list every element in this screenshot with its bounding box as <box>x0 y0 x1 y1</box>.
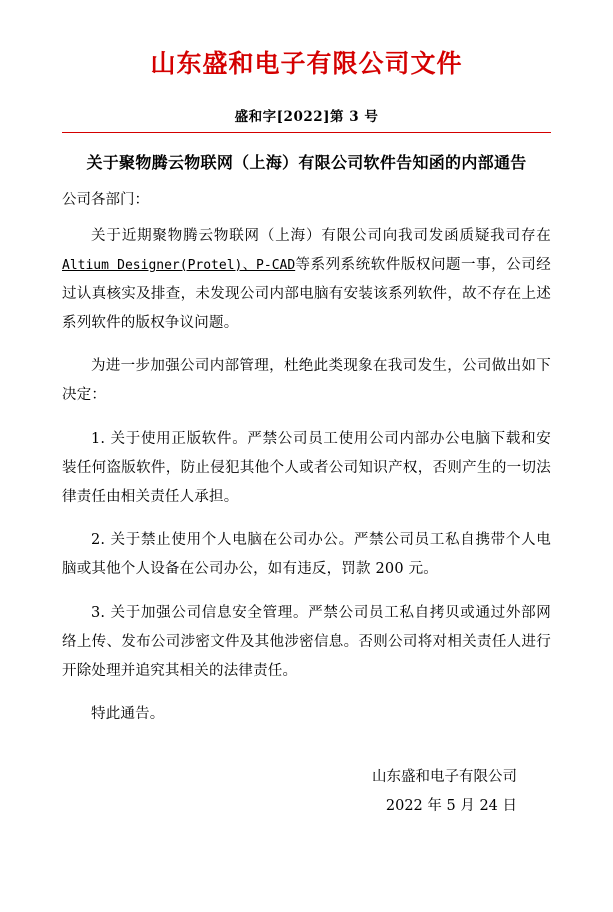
document-title: 山东盛和电子有限公司文件 <box>150 49 463 78</box>
paragraph-closing: 特此通告。 <box>91 706 165 723</box>
red-divider-rule <box>62 132 551 133</box>
paragraph-intro <box>62 222 551 338</box>
paragraph-item-1: 1. 关于使用正版软件。严禁公司员工使用公司内部办公电脑下载和安装任何盗版软件，防止侵犯其他个人或者公司知识产权，否则产生的一切法律责任由相关责任人承担。 <box>62 430 551 505</box>
signature-company: 山东盛和电子有限公司 <box>372 769 517 786</box>
document-page <box>0 48 613 912</box>
document-number: 盛和字[2022]第 3 号 <box>234 108 379 125</box>
paragraph-intro-part1: 关于近期聚物腾云物联网（上海）有限公司向我司发函质疑我司存在 <box>91 227 551 244</box>
document-addressee: 公司各部门： <box>62 191 149 208</box>
paragraph-item-2: 2. 关于禁止使用个人电脑在公司办公。严禁公司员工私自携带个人电脑或其他个人设备在公司办公，如有违反，罚款 200 元。 <box>62 532 551 578</box>
paragraph-intro-part2: 等系列系统软件版权问题一事，公司经过认真核实及排查，未发现公司内部电脑有安装该系列软件，故不存在上述系列软件的版权争议问题。 <box>62 256 551 331</box>
software-names: Altium Designer(Protel)、P-CAD <box>62 257 296 273</box>
document-subject: 关于聚物腾云物联网（上海）有限公司软件告知函的内部通告 <box>86 152 527 172</box>
signature-date: 2022 年 5 月 24 日 <box>385 798 517 815</box>
paragraph-item-3: 3. 关于加强公司信息安全管理。严禁公司员工私自拷贝或通过外部网络上传、发布公司涉密文件及其他涉密信息。否则公司将对相关责任人进行开除处理并追究其相关的法律责任。 <box>62 604 551 679</box>
paragraph-decision-lead: 为进一步加强公司内部管理，杜绝此类现象在我司发生，公司做出如下决定： <box>62 358 551 404</box>
